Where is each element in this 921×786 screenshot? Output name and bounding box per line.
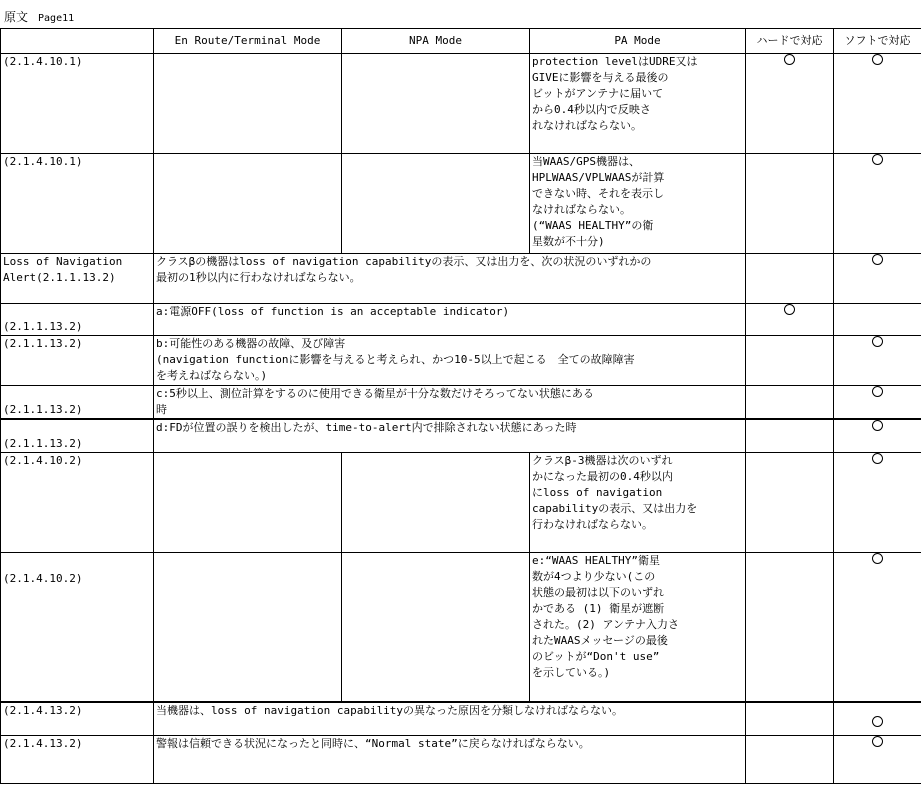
table-row (1, 304, 921, 336)
description-cell: 警報は信頼できる状況になったと同時に、“Normal state”に戻らなければならない。 (154, 735, 746, 783)
circle-mark-icon (872, 736, 883, 747)
soft-cell (834, 419, 921, 452)
page-header (4, 10, 74, 26)
ref-cell: (2.1.4.10.2) (1, 452, 154, 552)
en-route-cell (154, 154, 342, 254)
npa-cell (342, 154, 530, 254)
description-cell: クラスβの機器はloss of navigation capabilityの表示、又は出力を、次の状況のいずれかの 最初の1秒以内に行わなければならない。 (154, 254, 746, 304)
description-cell: b:可能性のある機器の故障、及び障害 (navigation functionに影響を与えると考えられ、かつ10-5以上で起こる 全ての故障障害 を考えねばならない。) (154, 336, 746, 386)
hard-cell (746, 386, 834, 420)
ref-cell: (2.1.1.13.2) (1, 304, 154, 336)
table-row (1, 154, 921, 254)
ref-cell: (2.1.4.13.2) (1, 735, 154, 783)
pa-cell: protection levelはUDRE又は GIVEに影響を与える最後の ビットがアンテナに届いて から0.4秒以内で反映さ れなければならない。 (530, 54, 746, 154)
npa-cell (342, 54, 530, 154)
hard-cell (746, 154, 834, 254)
table-row (1, 452, 921, 552)
soft-cell (834, 304, 921, 336)
pa-cell: 当WAAS/GPS機器は、 HPLWAAS/VPLWAASが計算 できない時、それを表示し なければならない。 (“WAAS HEALTHY”の衛 星数が不十分) (530, 154, 746, 254)
circle-mark-icon (872, 553, 883, 564)
table-row (1, 702, 921, 735)
hard-cell (746, 452, 834, 552)
table-row (1, 419, 921, 452)
ref-cell: (2.1.1.13.2) (1, 386, 154, 420)
en-route-cell (154, 552, 342, 702)
ref-cell: (2.1.4.13.2) (1, 702, 154, 735)
ref-cell: (2.1.1.13.2) (1, 336, 154, 386)
description-cell: a:電源OFF(loss of function is an acceptable indicator) (154, 304, 746, 336)
hard-cell (746, 304, 834, 336)
hard-cell (746, 54, 834, 154)
description-cell: d:FDが位置の誤りを検出したが、time-to-alert内で排除されない状態にあった時 (154, 419, 746, 452)
table-row (1, 54, 921, 154)
pa-cell: クラスβ-3機器は次のいずれ かになった最初の0.4秒以内 にloss of navigation capabilityの表示、又は出力を 行わなければならない。 (530, 452, 746, 552)
npa-cell (342, 552, 530, 702)
page-title: 原文 (4, 10, 29, 24)
circle-mark-icon (872, 386, 883, 397)
table-row (1, 552, 921, 702)
en-route-cell (154, 452, 342, 552)
circle-mark-icon (872, 254, 883, 265)
soft-cell (834, 735, 921, 783)
header-ref (1, 29, 154, 54)
hard-cell (746, 552, 834, 702)
circle-mark-icon (784, 304, 795, 315)
hard-cell (746, 336, 834, 386)
header-software-support: ソフトで対応 (834, 29, 921, 54)
circle-mark-icon (872, 54, 883, 65)
header-npa-mode: NPA Mode (342, 29, 530, 54)
circle-mark-icon (872, 154, 883, 165)
table-row (1, 336, 921, 386)
hard-cell (746, 254, 834, 304)
pa-cell: e:“WAAS HEALTHY”衛星 数が4つより少ない(この 状態の最初は以下のいずれ かである (1) 衛星が遮断 された。(2) アンテナ入力さ れたWAASメッセージの最後 のビットが“Don't use” を示している。) (530, 552, 746, 702)
ref-cell: (2.1.4.10.1) (1, 54, 154, 154)
hard-cell (746, 735, 834, 783)
soft-cell (834, 386, 921, 420)
soft-cell (834, 702, 921, 735)
soft-cell (834, 552, 921, 702)
circle-mark-icon (872, 336, 883, 347)
soft-cell (834, 54, 921, 154)
circle-mark-icon (872, 716, 883, 727)
page-number: Page11 (38, 13, 75, 24)
circle-mark-icon (872, 420, 883, 431)
header-en-route-terminal-mode: En Route/Terminal Mode (154, 29, 342, 54)
npa-cell (342, 452, 530, 552)
ref-cell: (2.1.4.10.1) (1, 154, 154, 254)
soft-cell (834, 154, 921, 254)
ref-cell: Loss of Navigation Alert(2.1.1.13.2) (1, 254, 154, 304)
hard-cell (746, 419, 834, 452)
soft-cell (834, 452, 921, 552)
header-row (1, 29, 921, 54)
ref-cell: (2.1.4.10.2) (1, 552, 154, 702)
header-pa-mode: PA Mode (530, 29, 746, 54)
table-row (1, 254, 921, 304)
circle-mark-icon (784, 54, 795, 65)
soft-cell (834, 254, 921, 304)
hard-cell (746, 702, 834, 735)
table-row (1, 386, 921, 420)
header-hardware-support: ハードで対応 (746, 29, 834, 54)
soft-cell (834, 336, 921, 386)
en-route-cell (154, 54, 342, 154)
requirements-table (0, 28, 921, 784)
description-cell: 当機器は、loss of navigation capabilityの異なった原因を分類しなければならない。 (154, 702, 746, 735)
ref-cell: (2.1.1.13.2) (1, 419, 154, 452)
description-cell: c:5秒以上、測位計算をするのに使用できる衛星が十分な数だけそろってない状態にある 時 (154, 386, 746, 420)
table-row (1, 735, 921, 783)
circle-mark-icon (872, 453, 883, 464)
